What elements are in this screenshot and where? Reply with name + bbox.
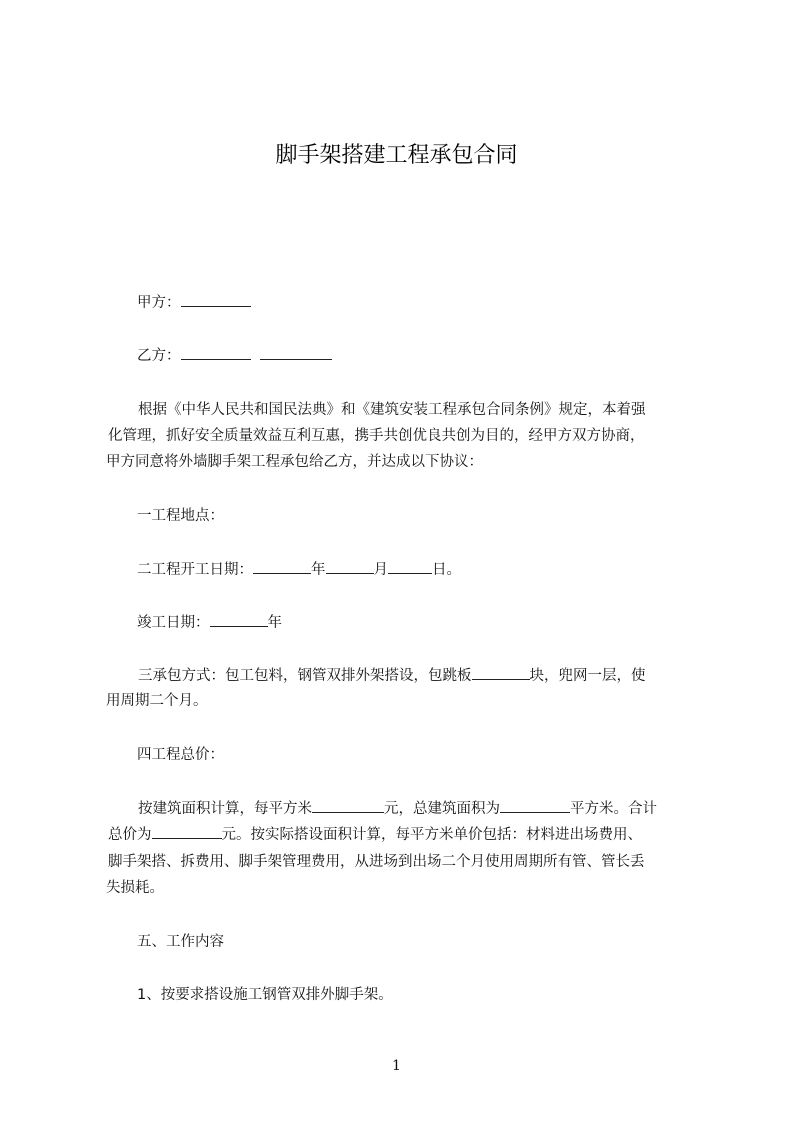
section4-line-2 — [108, 824, 642, 845]
section5-item-1: 1、按要求搭设施工钢管双排外脚手架。 — [137, 987, 393, 1003]
party-b-label: 乙方： — [137, 348, 181, 364]
start-month-label: 月 — [373, 562, 388, 578]
section3-line-2: 用周期二个月。 — [106, 693, 208, 709]
page-number: 1 — [392, 1058, 401, 1074]
section4-text-3: 平方米。合计 — [570, 801, 657, 817]
section2-line — [137, 559, 461, 580]
party-b-blank-1 — [181, 345, 251, 360]
total-price-blank — [152, 824, 222, 839]
start-year-label: 年 — [311, 562, 326, 578]
section3-text-2: 块，兜网一层，使 — [529, 668, 646, 684]
completion-year-label: 年 — [267, 615, 282, 631]
completion-year-blank — [210, 612, 268, 627]
completion-line — [137, 612, 282, 633]
unit-price-blank — [312, 798, 384, 813]
start-month-blank — [326, 559, 374, 574]
document-title: 脚手架搭建工程承包合同 — [275, 143, 518, 168]
preamble-line-3: 甲方同意将外墙脚手架工程承包给乙方，并达成以下协议： — [106, 454, 483, 470]
party-a-label: 甲方： — [137, 295, 181, 311]
section4-line-1 — [138, 798, 657, 819]
section3-line-1 — [138, 665, 646, 686]
section4-heading: 四工程总价： — [137, 747, 224, 763]
party-b-blank-2 — [260, 345, 332, 360]
start-day-label: 日。 — [432, 562, 461, 578]
start-date-label: 二工程开工日期： — [137, 562, 253, 578]
section4-line-4: 失损耗。 — [106, 880, 164, 896]
section4-text-2: 元，总建筑面积为 — [384, 801, 500, 817]
start-year-blank — [253, 559, 311, 574]
party-a-blank — [181, 292, 251, 307]
party-a-line — [137, 292, 251, 313]
party-b-line — [137, 345, 332, 366]
section5-heading: 五、工作内容 — [137, 934, 224, 950]
section4-text-1: 按建筑面积计算，每平方米 — [138, 801, 312, 817]
completion-label: 竣工日期： — [137, 615, 210, 631]
total-area-blank — [500, 798, 570, 813]
section4-text-4: 总价为 — [108, 827, 152, 843]
section4-line-3: 脚手架搭、拆费用、脚手架管理费用，从进场到出场二个月使用周期所有管、管长丢 — [108, 854, 645, 870]
preamble-line-2: 化管理，抓好安全质量效益互利互惠，携手共创优良共创为目的，经甲方双方协商， — [108, 428, 645, 444]
boards-count-blank — [472, 665, 530, 680]
section4-text-5: 元。按实际搭设面积计算，每平方米单价包括：材料进出场费用、 — [221, 827, 642, 843]
start-day-blank — [388, 559, 432, 574]
preamble-line-1: 根据《中华人民共和国民法典》和《建筑安装工程承包合同条例》规定，本着强 — [138, 402, 646, 418]
section1-heading: 一工程地点： — [137, 508, 224, 524]
section3-text-1: 三承包方式：包工包料，钢管双排外架搭设，包跳板 — [138, 668, 472, 684]
